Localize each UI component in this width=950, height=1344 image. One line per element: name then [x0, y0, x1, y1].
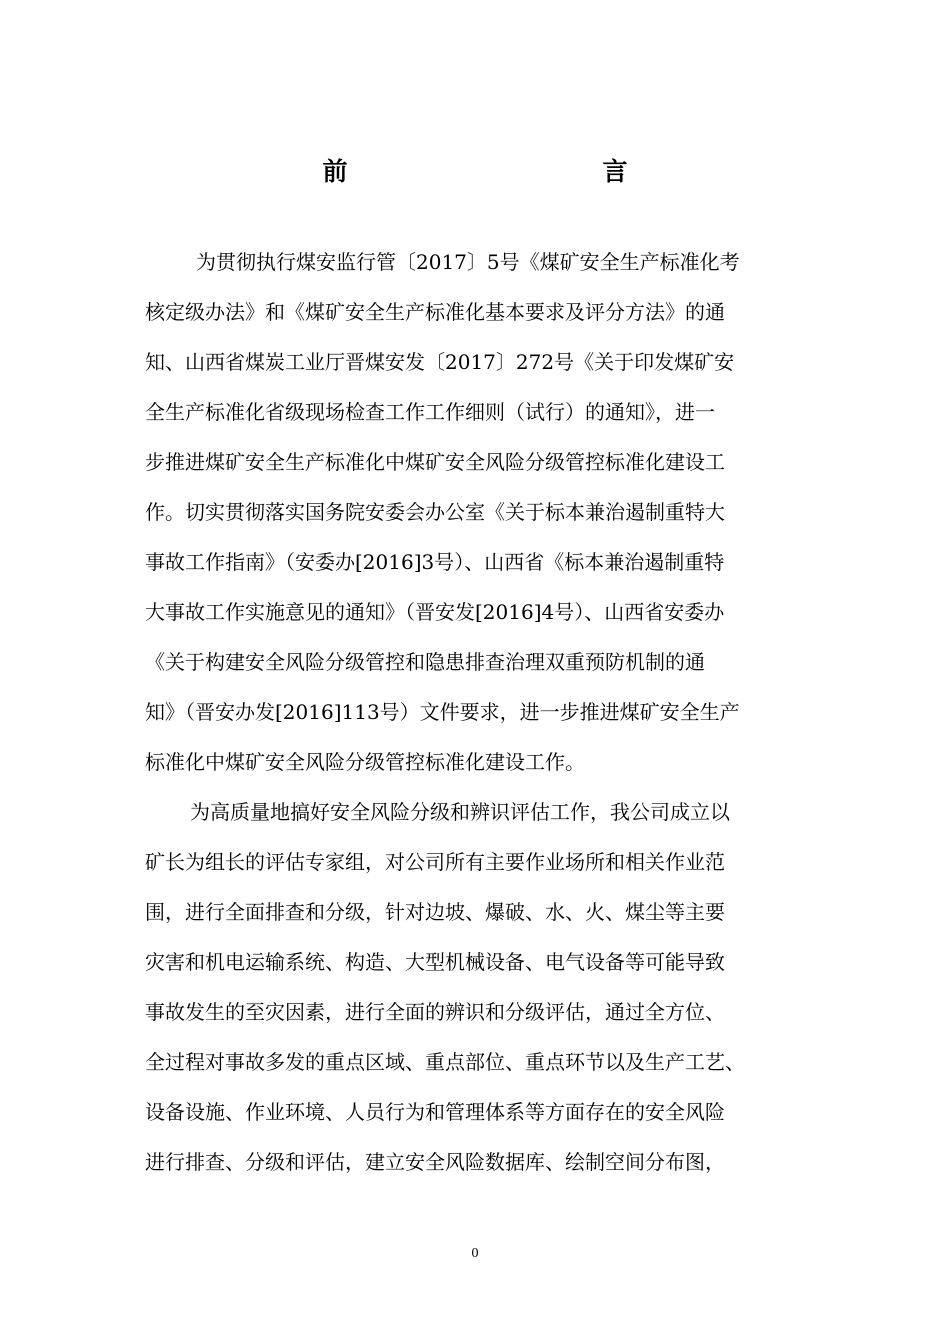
paragraph-line: 全生产标准化省级现场检查工作工作细则（试行）的通知》，进一 — [145, 400, 715, 424]
paragraph-line: 步推进煤矿安全生产标准化中煤矿安全风险分级管控标准化建设工 — [145, 450, 725, 474]
paragraph-line: 知》（晋安办发[2016]113号）文件要求，进一步推进煤矿安全生产 — [145, 700, 740, 724]
paragraph-line: 为高质量地搞好安全风险分级和辨识评估工作，我公司成立以 — [190, 800, 730, 824]
paragraph-line: 设备设施、作业环境、人员行为和管理体系等方面存在的安全风险 — [145, 1100, 725, 1124]
paragraph-line: 事故发生的至灾因素，进行全面的辨识和分级评估，通过全方位、 — [145, 1000, 725, 1024]
paragraph-line: 矿长为组长的评估专家组，对公司所有主要作业场所和相关作业范 — [145, 850, 725, 874]
paragraph-line: 事故工作指南》（安委办[2016]3号）、山西省《标本兼治遏制重特 — [145, 550, 725, 574]
paragraph-line: 标准化中煤矿安全风险分级管控标准化建设工作。 — [145, 750, 585, 774]
paragraph-line: 作。切实贯彻落实国务院安委会办公室《关于标本兼治遏制重特大 — [145, 500, 725, 524]
paragraph-line: 全过程对事故多发的重点区域、重点部位、重点环节以及生产工艺、 — [145, 1050, 745, 1074]
paragraph-line: 灾害和机电运输系统、构造、大型机械设备、电气设备等可能导致 — [145, 950, 725, 974]
paragraph-line: 知、山西省煤炭工业厅晋煤安发〔2017〕272号《关于印发煤矿安 — [145, 350, 735, 374]
paragraph-line: 为贯彻执行煤安监行管〔2017〕5号《煤矿安全生产标准化考 — [196, 250, 740, 274]
page-number: 0 — [471, 1246, 479, 1261]
page-title: 前 言 — [322, 157, 743, 186]
paragraph-line: 《关于构建安全风险分级管控和隐患排查治理双重预防机制的通 — [145, 650, 705, 674]
paragraph-line: 大事故工作实施意见的通知》（晋安发[2016]4号）、山西省安委办 — [145, 600, 725, 624]
paragraph-line: 围，进行全面排查和分级，针对边坡、爆破、水、火、煤尘等主要 — [145, 900, 725, 924]
paragraph-line: 进行排查、分级和评估，建立安全风险数据库、绘制空间分布图， — [145, 1150, 725, 1174]
paragraph-line: 核定级办法》和《煤矿安全生产标准化基本要求及评分方法》的通 — [145, 300, 725, 324]
